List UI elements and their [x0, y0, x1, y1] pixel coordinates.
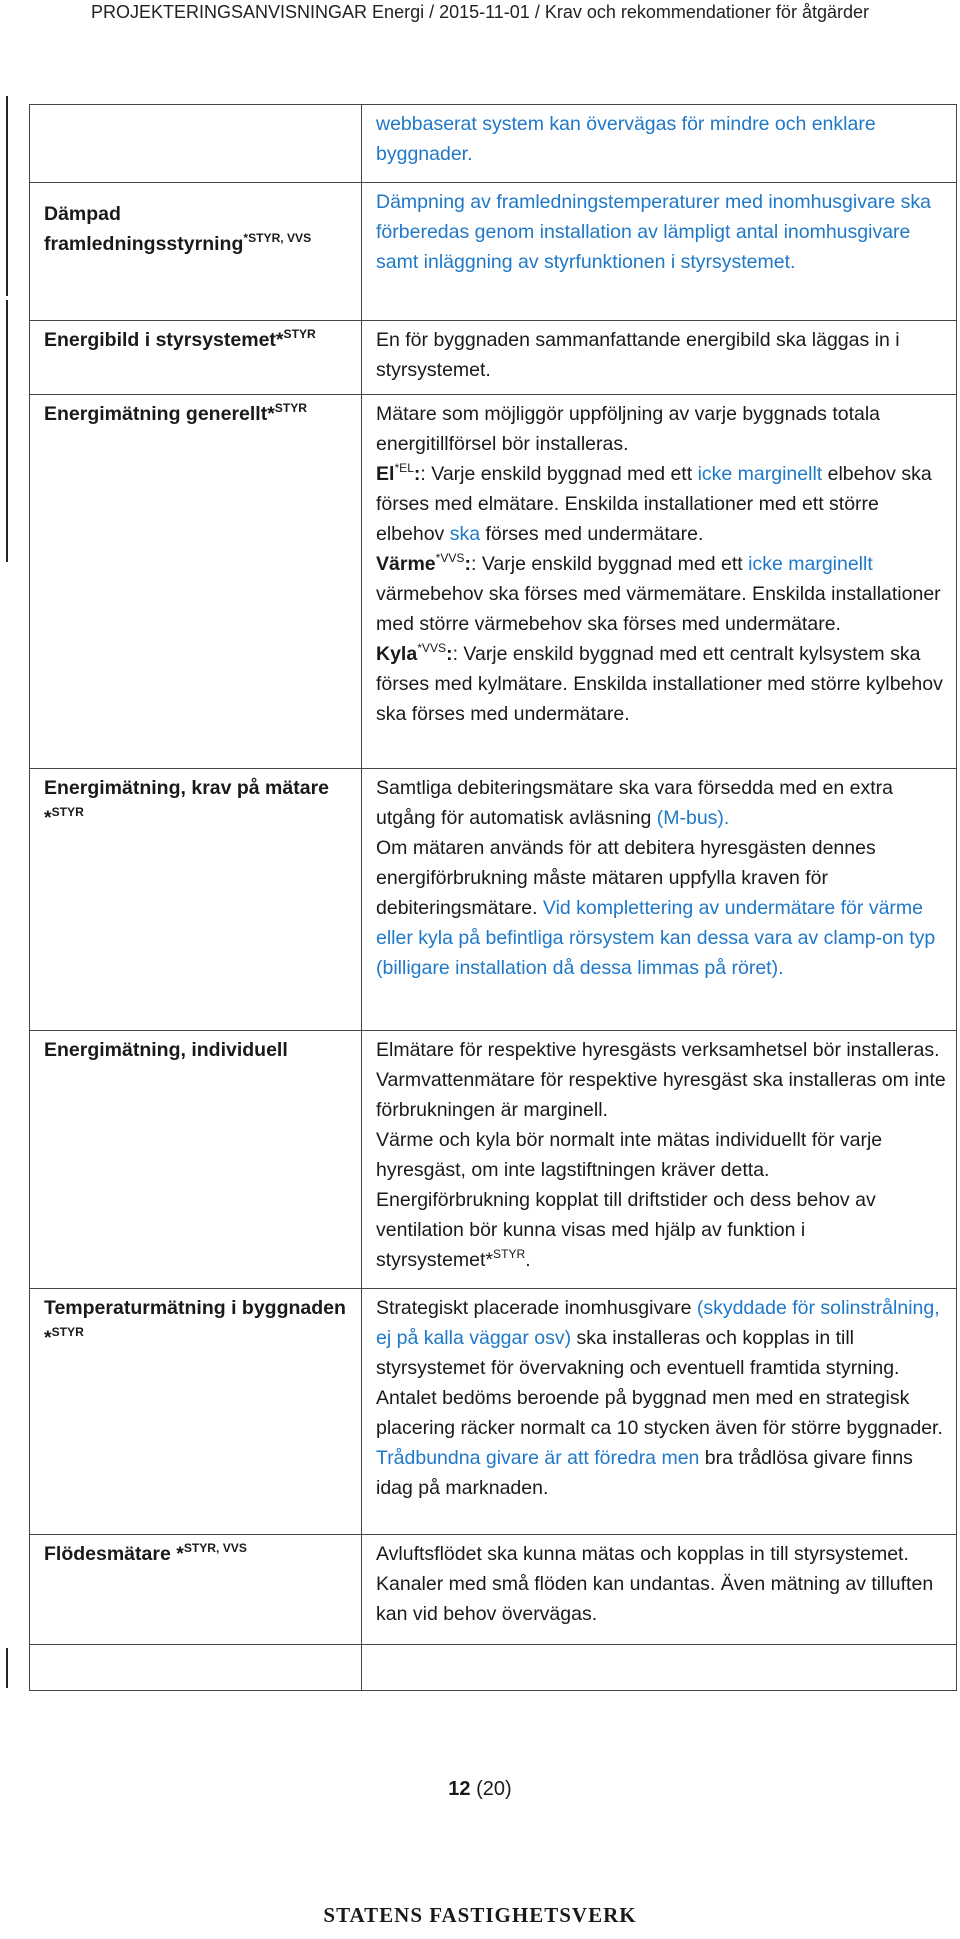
- change-bar: [6, 1648, 8, 1688]
- page-number: 12 (20): [448, 1778, 512, 1800]
- label-sup: STYR: [274, 401, 308, 416]
- label-sup: *STYR, VVS: [243, 231, 312, 246]
- table-row: [30, 395, 957, 769]
- document-header: PROJEKTERINGSANVISNINGAR Energi / 2015-11-01 / Krav och rekommendationer för åtgärder: [91, 2, 869, 22]
- change-bar: [6, 300, 8, 562]
- row-text: Strategiskt placerade inomhusgivare (skyddade för solinstrålning, ej på kalla väggar osv) ska installeras och kopplas in till styrsystemet för övervakning och eventuell framtida styrning. Antalet bedöms beroende på byggnad men med en strategisk placering räcker normalt ca 10 stycken även för större byggnader. Trådbundna givare är att föredra men bra trådlösa givare finns idag på marknaden.: [362, 1289, 957, 1535]
- row-label: [30, 1535, 362, 1645]
- row-text: [362, 769, 957, 1031]
- label-sup: STYR: [283, 327, 316, 342]
- row-label: [30, 769, 362, 1031]
- requirements-table: [29, 104, 957, 1691]
- label-text: Temperaturmätning i byggnaden *: [44, 1297, 346, 1349]
- meter-para-1: Samtliga debiteringsmätare ska vara försedda med en extra utgång för automatisk avläsning (M-bus).: [376, 777, 894, 829]
- label-text: Energibild i styrsystemet*: [44, 329, 284, 351]
- label-text: Dämpad framledningsstyrning: [44, 203, 244, 255]
- table-row: [30, 321, 957, 395]
- meter-para-2: Om mätaren används för att debitera hyresgästen dennes energiförbrukning måste mätaren uppfylla kraven för debiteringsmätare. Vid komplettering av undermätare för värme eller kyla på befintliga rörsystem kan dessa vara av clamp-on typ (billigare installation då dessa limmas på röret).: [376, 837, 936, 979]
- table-row: [30, 105, 957, 183]
- metering-el: $El^{*EL}$:: Varje enskild byggnad med ett icke marginellt elbehov ska förses med elmätare. Enskilda installationer med ett större elbehov ska förses med undermätare.: [376, 461, 932, 545]
- row-text: En för byggnaden sammanfattande energibild ska läggas in i styrsystemet.: [362, 321, 957, 395]
- row-label: [30, 395, 362, 769]
- row-label: [30, 1645, 362, 1691]
- label-sup: STYR: [51, 805, 84, 820]
- row-text: Dämpning av framledningstemperaturer med inomhusgivare ska förberedas genom installation av lämpligt antal inomhusgivare samt inläggning av styrfunktionen i styrsystemet.: [362, 183, 957, 321]
- individual-para-2: Värme och kyla bör normalt inte mätas individuellt för varje hyresgäst, om inte lagstiftningen kräver detta.: [376, 1129, 883, 1181]
- row-label: [30, 183, 362, 321]
- label-sup: STYR, VVS: [183, 1541, 247, 1556]
- metering-intro: Mätare som möjliggör uppföljning av varje byggnads totala energitillförsel bör installeras.: [376, 403, 881, 455]
- label-text: Energimätning generellt*: [44, 403, 275, 425]
- row-label: Energimätning, individuell: [30, 1031, 362, 1289]
- table-row: [30, 1535, 957, 1645]
- row-text: Avluftsflödet ska kunna mätas och kopplas in till styrsystemet. Kanaler med små flöden kan undantas. Även mätning av tilluften kan vid behov övervägas.: [362, 1535, 957, 1645]
- row-text: [362, 1031, 957, 1289]
- table-row: [30, 1645, 957, 1691]
- metering-varme: Värme$^{*VVS}$:: Varje enskild byggnad med ett icke marginellt värmebehov ska förses med värmemätare. Enskilda installationer med större värmebehov ska förses med undermätare.: [376, 551, 941, 635]
- row-text: webbaserat system kan övervägas för mindre och enklare byggnader.: [362, 105, 957, 183]
- footer-logo: STATENS FASTIGHETSVERK: [323, 1903, 637, 1927]
- metering-kyla: Kyla$^{*VVS}$:: Varje enskild byggnad med ett centralt kylsystem ska förses med kylmätare. Enskilda installationer med större kylbehov ska förses med undermätare.: [376, 641, 943, 725]
- table-row: [30, 183, 957, 321]
- row-label: [30, 1289, 362, 1535]
- table-row: [30, 1289, 957, 1535]
- row-text: [362, 1645, 957, 1691]
- individual-para-1: Elmätare för respektive hyresgästs verksamhetsel bör installeras. Varmvattenmätare för respektive hyresgäst ska installeras om inte förbrukningen är marginell.: [376, 1039, 946, 1121]
- table-row: [30, 769, 957, 1031]
- label-text: Energimätning, krav på mätare *: [44, 777, 330, 829]
- row-text: [362, 395, 957, 769]
- individual-para-3: Energiförbrukning kopplat till driftstider och dess behov av ventilation bör kunna visas med hjälp av funktion i styrsystemet*$^{STYR}$.: [376, 1189, 876, 1271]
- label-sup: STYR: [51, 1325, 84, 1340]
- table-row: [30, 1031, 957, 1289]
- change-bar: [6, 96, 8, 296]
- label-text: Flödesmätare *: [44, 1543, 184, 1565]
- row-label: [30, 321, 362, 395]
- row-label: [30, 105, 362, 183]
